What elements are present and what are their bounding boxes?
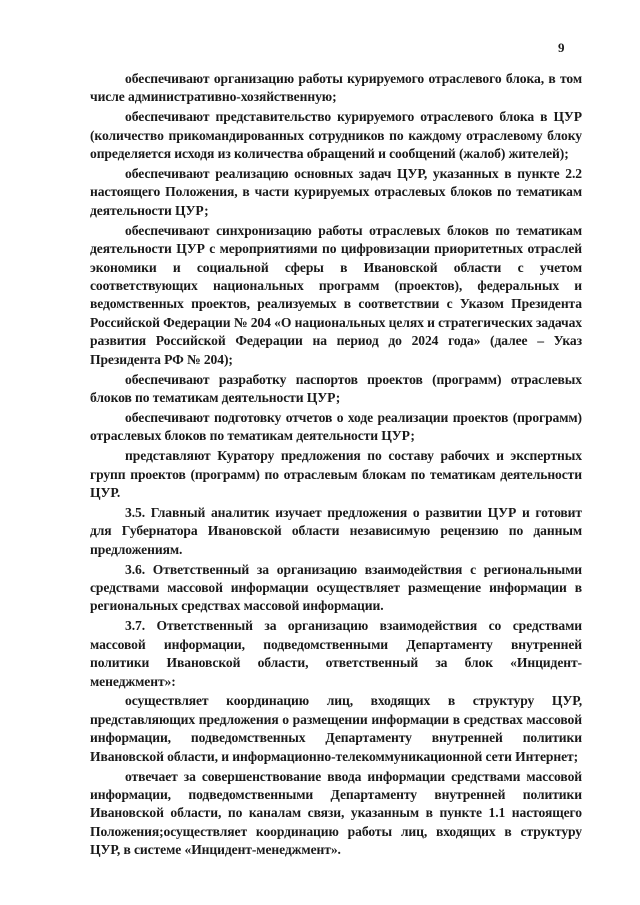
page-number: 9 <box>558 40 565 55</box>
paragraph: обеспечивают подготовку отчетов о ходе реализации проектов (программ) отраслевых блоков по тематикам деятельности ЦУР; <box>90 409 582 444</box>
section-3-6-paragraph: 3.6. Ответственный за организацию взаимодействия с региональными средствами массовой информации осуществляет размещение информации в региональных средствах массовой информации. <box>90 561 582 614</box>
section-3-7-paragraph: 3.7. Ответственный за организацию взаимодействия со средствами массовой информации, подведомственными Департаменту внутренней политики Ивановской области, ответственный за блок «Инцидент-менеджмент»: <box>90 618 582 689</box>
section-3-5-paragraph: 3.5. Главный аналитик изучает предложения о развитии ЦУР и готовит для Губернатора Ивановской области независимую рецензию по данным предложениям. <box>90 504 582 557</box>
paragraph: обеспечивают организацию работы курируемого отраслевого блока, в том числе административно-хозяйственную; <box>90 71 582 105</box>
paragraph: представляют Куратору предложения по составу рабочих и экспертных групп проектов (программ) по отраслевым блокам по тематикам деятельности ЦУР. <box>90 448 582 500</box>
paragraph: осуществляет координацию лиц, входящих в структуру ЦУР, представляющих предложения о размещении информации в средствах массовой информации, подведомственных Департаменту внутренней политики Ивановской области, и информационно-телекоммуникационной сети Интернет; <box>90 693 582 764</box>
paragraph: обеспечивают разработку паспортов проектов (программ) отраслевых блоков по тематикам деятельности ЦУР; <box>90 371 582 405</box>
paragraph: обеспечивают представительство курируемого отраслевого блока в ЦУР (количество прикомандированных сотрудников по каждому отраслевому блоку определяется исходя из количества обращений и сообщений (жалоб) жителей); <box>90 109 582 162</box>
paragraph: обеспечивают синхронизацию работы отраслевых блоков по тематикам деятельности ЦУР с мероприятиями по цифровизации приоритетных отраслей экономики и социальной сферы в Ивановской области с учетом соответствующих национальных программ (проектов), федеральных и ведомственных проектов, реализуемых в соответствии с Указом Президента Российской Федерации № 204 «О национальных целях и стратегических задачах развития Российской Федерации на период до 2024 года» (далее – Указ Президента РФ № 204); <box>90 222 582 367</box>
paragraph: отвечает за совершенствование ввода информации средствами массовой информации, подведомственными Департаменту внутренней политики Ивановской области, по каналам связи, указанным в пункте 1.1 настоящего Положения;осуществляет координацию работы лиц, входящих в структуру ЦУР, в системе «Инцидент-менеджмент». <box>90 768 582 858</box>
paragraph: обеспечивают реализацию основных задач ЦУР, указанных в пункте 2.2 настоящего Положения, в части курируемых отраслевых блоков по тематикам деятельности ЦУР; <box>90 166 582 218</box>
document-body <box>90 70 582 861</box>
